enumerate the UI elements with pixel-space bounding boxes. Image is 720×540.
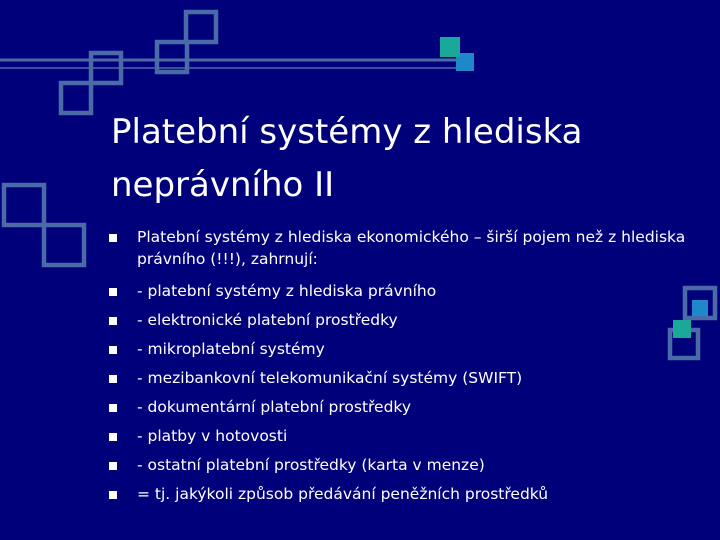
- bullet-text: - ostatní platební prostředky (karta v menze): [137, 456, 485, 474]
- bullet-item: [107, 425, 707, 447]
- bullet-text: Platební systémy z hlediska ekonomického – širší pojem než z hlediska právního (!!!), zahrnují:: [137, 228, 686, 268]
- bullet-text: - mezibankovní telekomunikační systémy (SWIFT): [137, 369, 523, 387]
- bullet-text: - elektronické platební prostředky: [137, 311, 398, 329]
- deco-square: [4, 185, 44, 225]
- deco-square: [186, 12, 216, 42]
- accent-square-teal: [440, 37, 460, 57]
- deco-square: [44, 225, 84, 265]
- square-bullet-icon: [109, 234, 117, 242]
- square-bullet-icon: [109, 462, 117, 470]
- bullet-item: [107, 367, 707, 389]
- bullet-item: [107, 226, 707, 270]
- square-bullet-icon: [109, 288, 117, 296]
- square-bullet-icon: [109, 346, 117, 354]
- bullet-text: - mikroplatební systémy: [137, 340, 325, 358]
- bullet-item: [107, 396, 707, 418]
- deco-square: [61, 83, 91, 113]
- bullet-text: - platby v hotovosti: [137, 427, 288, 445]
- title-line-1: Platební systémy z hlediska: [111, 112, 583, 152]
- square-bullet-icon: [109, 404, 117, 412]
- title-line-2: neprávního II: [111, 165, 335, 205]
- slide-title: [111, 106, 691, 212]
- bullet-item: [107, 338, 707, 360]
- bullet-item: [107, 483, 707, 505]
- bullet-item: [107, 309, 707, 331]
- square-bullet-icon: [109, 491, 117, 499]
- square-bullet-icon: [109, 317, 117, 325]
- bullet-text: = tj. jakýkoli způsob předávání peněžních prostředků: [137, 485, 549, 503]
- square-bullet-icon: [109, 375, 117, 383]
- square-bullet-icon: [109, 433, 117, 441]
- bullet-text: - platební systémy z hlediska právního: [137, 282, 437, 300]
- bullet-list: [107, 226, 707, 505]
- bullet-text: - dokumentární platební prostředky: [137, 398, 412, 416]
- bullet-item: [107, 280, 707, 302]
- bullet-item: [107, 454, 707, 476]
